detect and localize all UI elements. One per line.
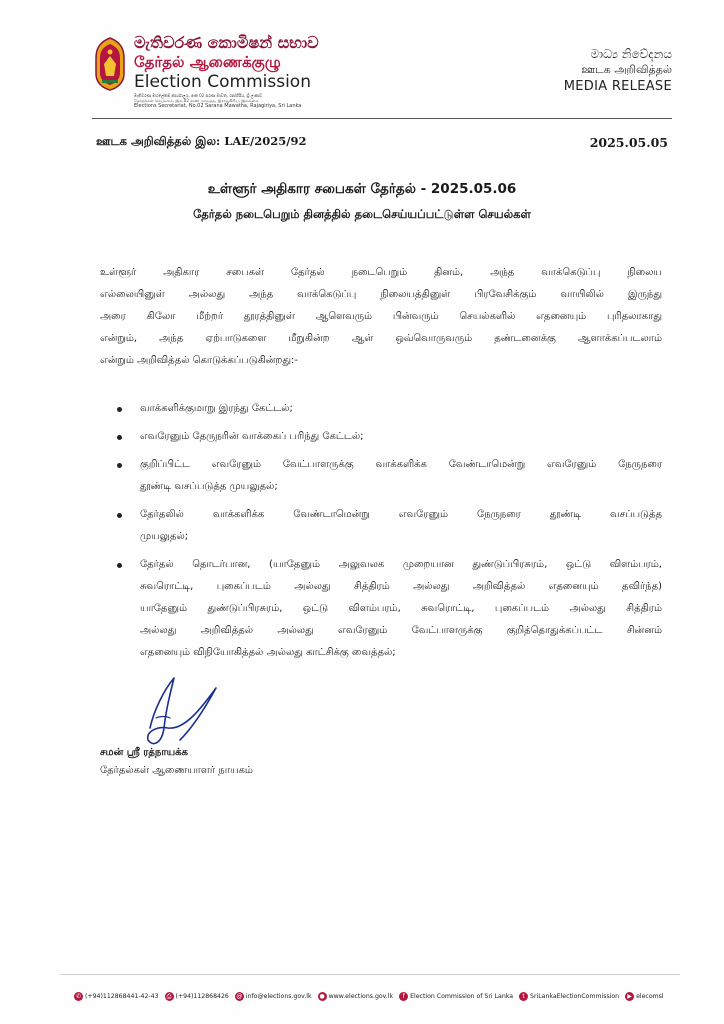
youtube-icon: ▶ <box>625 992 634 1001</box>
media-release-label <box>564 46 672 96</box>
list-item-line: குறிப்பிட்ட எவரேனும் வேட்பாளருக்கு வாக்களிக்க வேண்டாமென்று எவரேனும் நேருநரை <box>140 459 662 470</box>
document-subtitle: தேர்தல் நடைபெறும் தினத்தில் தடைசெய்யப்பட்டுள்ள செயல்கள் <box>193 207 531 221</box>
list-item <box>100 426 662 448</box>
list-item-line: சுவரொட்டி, புகைப்படம் அல்லது சித்திரம் அல்லது அறிவித்தல் எதனையும் தவிர்ந்த) <box>140 581 662 592</box>
address-sinhala: මැතිවරණ මහලේකම් කාර්යාලය, අංක 02 සරණ මාවත, රාජගිරිය, ශ්‍රී ලංකාව <box>134 93 263 98</box>
intro-line: என்றும், அந்த ஏற்பாடுகளை மீறுகின்ற ஆள் ஒவ்வொருவரும் தண்டனைக்கு ஆளாக்கப்படலாம் <box>100 333 662 344</box>
footer-website[interactable] <box>318 992 394 1001</box>
list-item <box>100 454 662 498</box>
list-item-line: அல்லது அறிவித்தல் அல்லது எவரேனும் வேட்பாளருக்கு குறித்தொதுக்கப்பட்ட சின்னம் <box>140 625 662 636</box>
list-item-line: தேர்தலில் வாக்களிக்க வேண்டாமென்று எவரேனும் நேருநரை தூண்டி வசப்படுத்த <box>140 509 662 520</box>
twitter-text: SriLankaElectionCommission <box>530 992 620 1000</box>
reference-line <box>96 134 306 150</box>
bullet-icon <box>117 435 122 440</box>
website-text: www.elections.gov.lk <box>328 992 394 1000</box>
fax-icon: ⎙ <box>165 992 174 1001</box>
intro-line: எல்லையினுள் அல்லது அந்த வாக்கெடுப்பு நிலையத்தினுள் பிரவேசிக்கும் வாயிலில் இருந்து <box>100 289 662 300</box>
signatory-name: சமன் ஸ்ரீ ரத்நாயக்க <box>100 747 188 758</box>
list-item <box>100 554 662 664</box>
reference-number: LAE/2025/92 <box>224 134 307 148</box>
phone-text: (+94)112868441-42-43 <box>85 992 159 1000</box>
bullet-icon <box>117 407 122 412</box>
list-item-line: தூண்டி வசப்படுத்த முயலுதல்; <box>140 481 278 492</box>
footer-phone[interactable] <box>74 992 159 1001</box>
address-english: Elections Secretariat, No.02 Sarana Mawatha, Rajagiriya, Sri Lanka <box>134 103 302 109</box>
footer-contacts <box>74 988 684 1004</box>
list-item-line: வாக்களிக்குமாறு இரந்து கேட்டல்; <box>140 403 293 414</box>
email-text: info@elections.gov.lk <box>245 992 312 1000</box>
bullet-icon <box>117 513 122 518</box>
bullet-icon <box>117 463 122 468</box>
globe-icon: ● <box>319 992 325 1000</box>
org-name-tamil: தேர்தல் ஆணைக்குழு <box>134 53 281 71</box>
media-release-english: MEDIA RELEASE <box>563 79 672 94</box>
address-tamil: தேர்தல்கள் செயலகம், இல.02 சரண மாவத்த, இராஜகிரிய, இலங்கை <box>134 98 259 103</box>
list-item-line: எவரேனும் தேருநரின் வாக்கைப் பரிந்து கேட்டல்; <box>140 431 364 442</box>
document-title: உள்ளூர் அதிகார சபைகள் தேர்தல் - 2025.05.06 <box>207 181 517 197</box>
bullet-icon <box>117 563 122 568</box>
fax-text: (+94)112868426 <box>175 992 229 1000</box>
org-name-sinhala: මැතිවරණ කොමිෂන් සභාව <box>134 33 319 52</box>
intro-line: என்றும் அறிவித்தல் கொடுக்கப்படுகின்றது:- <box>100 355 298 366</box>
footer-twitter[interactable] <box>519 992 619 1001</box>
footer-email[interactable] <box>235 992 312 1001</box>
footer-divider <box>60 974 680 975</box>
list-item <box>100 504 662 548</box>
header-divider <box>92 118 672 119</box>
list-item-line: எதனையும் விநியோகித்தல் அல்லது காட்சிக்கு வைத்தல்; <box>140 647 396 658</box>
emblem-logo <box>92 36 128 92</box>
reference-label: ஊடக அறிவித்தல் இல: <box>96 134 221 148</box>
media-release-tamil: ஊடக அறிவித்தல் <box>581 63 672 76</box>
intro-line: அரை கிலோ மீற்றர் தூரத்தினுள் ஆளெவரும் பின்வரும் செயல்களில் எதனையும் புரிதலாகாது <box>100 311 662 322</box>
release-date: 2025.05.05 <box>589 135 668 150</box>
intro-paragraph <box>100 262 662 372</box>
twitter-icon: t <box>519 992 528 1001</box>
facebook-icon: f <box>399 992 408 1001</box>
footer-facebook[interactable] <box>399 992 513 1001</box>
prohibited-acts-list <box>100 398 662 670</box>
phone-icon: ✆ <box>75 992 82 1000</box>
footer-fax[interactable] <box>165 992 229 1001</box>
list-item-line: தேர்தல் தொடர்பான, (யாதேனும் அலுவலக முறையான துண்டுப்பிரசுரம், ஒட்டு விளம்பரம், <box>140 559 662 570</box>
signatory-title: தேர்தல்கள் ஆணையாளர் நாயகம் <box>100 765 253 776</box>
list-item <box>100 398 662 420</box>
media-release-sinhala: මාධ්‍ය නිවේදනය <box>590 47 672 61</box>
list-item-line: யாதேனும் துண்டுப்பிரசுரம், ஒட்டு விளம்பரம், சுவரொட்டி, புகைப்படம் அல்லது சித்திரம் <box>140 603 662 614</box>
org-name-english: Election Commission <box>134 72 311 92</box>
youtube-text: elecomsl <box>636 992 664 1000</box>
intro-line: உள்ளூர் அதிகார சபைகள் தேர்தல் நடைபெறும் தினம், அந்த வாக்கெடுப்பு நிலைய <box>100 267 662 278</box>
footer-youtube[interactable] <box>625 992 664 1001</box>
email-icon: @ <box>236 992 243 1000</box>
facebook-text: Election Commission of Sri Lanka <box>410 992 514 1000</box>
handwritten-signature <box>140 670 230 752</box>
organization-block <box>134 34 354 110</box>
list-item-line: முயலுதல்; <box>140 531 189 542</box>
